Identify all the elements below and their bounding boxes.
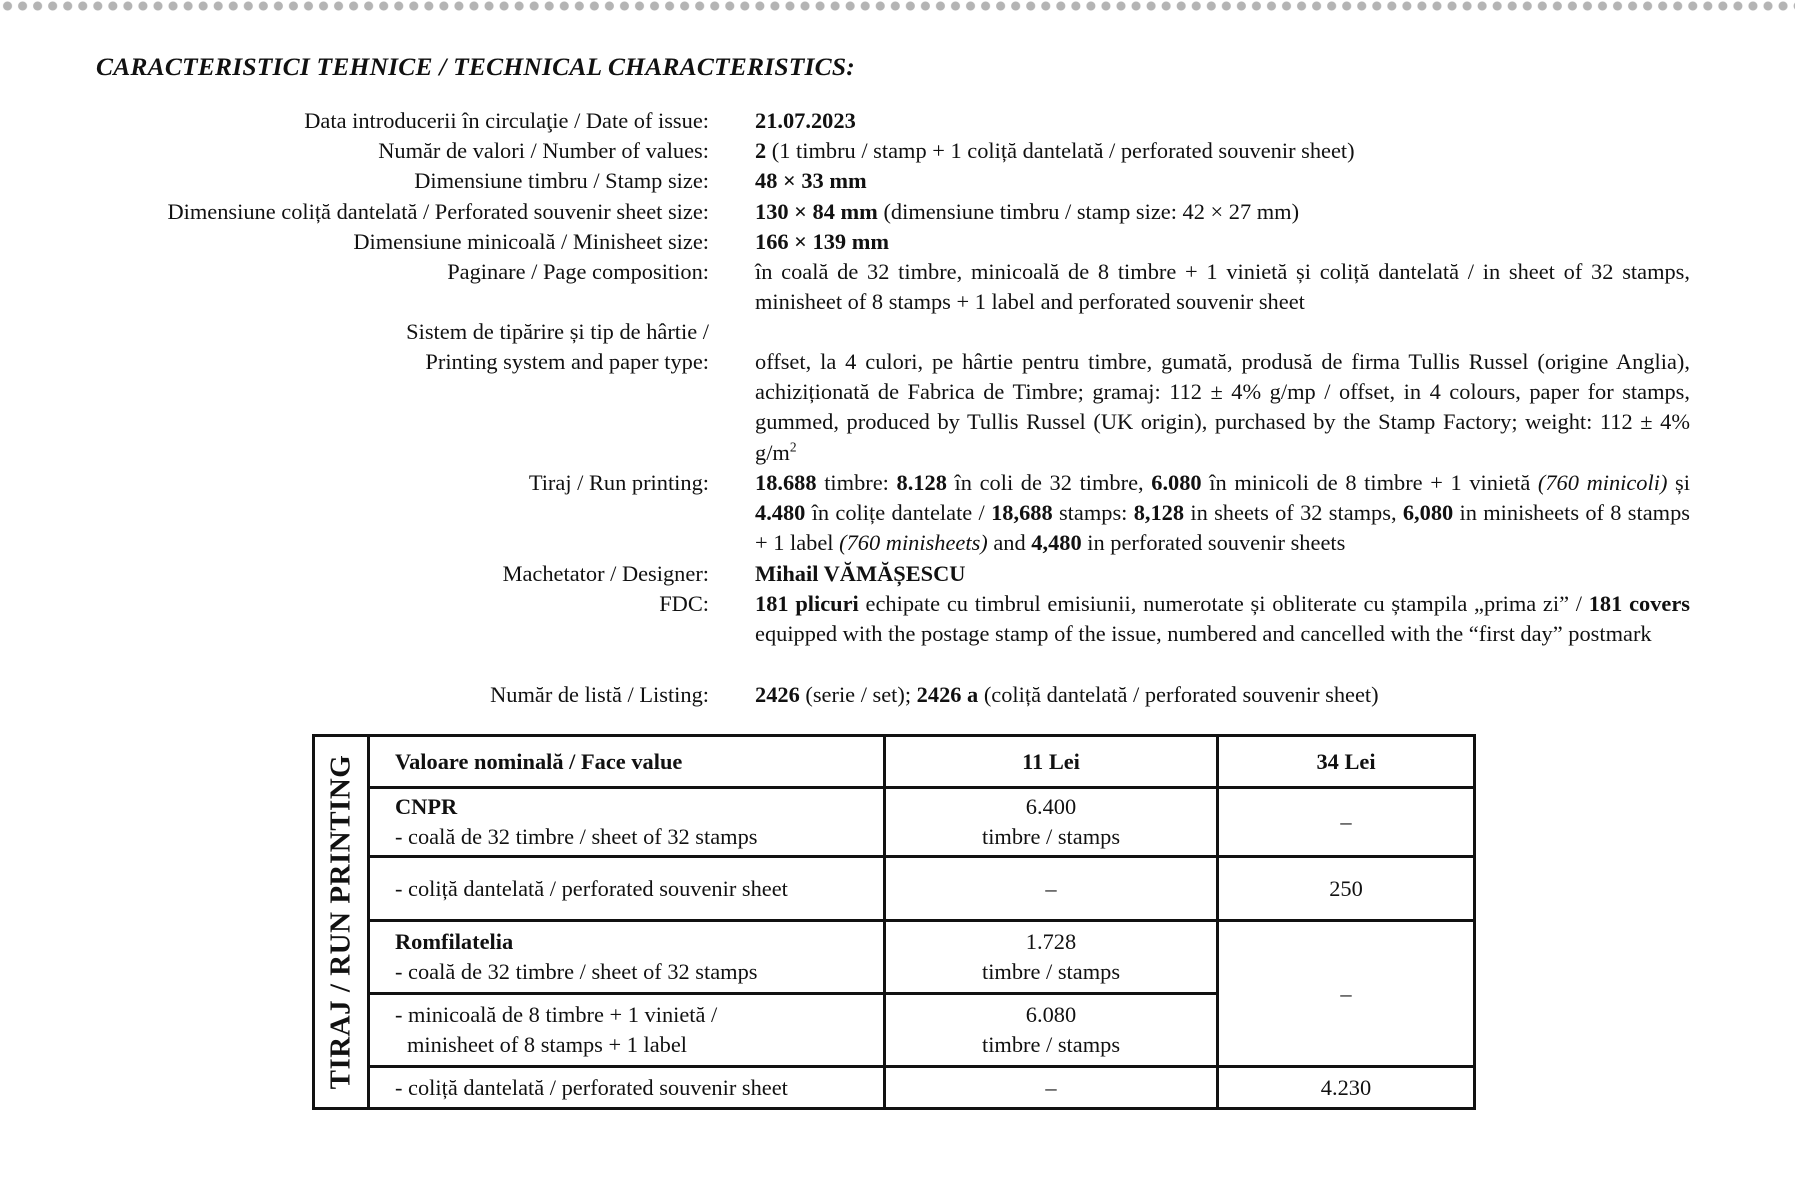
page-title: CARACTERISTICI TEHNICE / TECHNICAL CHARACTERISTICS: [96,52,855,81]
spec-value: offset, la 4 culori, pe hârtie pentru timbre, gumată, produsă de firma Tullis Russel (origine Anglia), achiziționată de Fabrica de Timbre; gramaj: 112 ± 4% g/mp / offset, in 4 colours, paper for stamps, gummed, produced by Tullis Russel (UK origin), purchased by the Stamp Factory; weight: 112 ± 4% $g/m^2$ [755,349,1690,465]
spec-value: 2 (1 timbru / stamp + 1 coliță dantelată / perforated souvenir sheet) [755,138,1355,164]
table-row-romfilatelia-sheet: Romfilatelia - coală de 32 timbre / sheet of 32 stamps [395,929,758,984]
table-cell: 6.400 timbre / stamps [981,794,1121,849]
table-cell: 4.230 [1320,1074,1372,1100]
spec-label: Dimensiune minicoală / Minisheet size: [353,228,709,254]
table-row-romfilatelia-minisheet: - minicoală de 8 timbre + 1 vinietă / minisheet of 8 stamps + 1 label [395,1002,718,1057]
spec-value: 181 plicuri echipate cu timbrul emisiunii, numerotate și obliterate cu ștampila „prima zi” / 181 covers equipped with the postage stamp of the issue, numbered and cancelled with the “first day” postmark [755,591,1690,647]
spec-label: Dimensiune coliță dantelată / Perforated souvenir sheet size: [167,198,709,224]
spec-value: 18.688 timbre: 8.128 în coli de 32 timbre, 6.080 în minicoli de 8 timbre + 1 vinietă (760 minicoli) și 4.480 în colițe dantelate / 18,688 stamps: 8,128 in sheets of 32 stamps, 6,080 in minisheets of 8 stamps + 1 label (760 minisheets) and 4,480 in perforated souvenir sheets [755,470,1690,556]
spec-value: 48 × 33 mm [755,168,867,194]
table-cell: 6.080 timbre / stamps [981,1002,1121,1057]
table-cell: – [1045,1074,1057,1100]
spec-label: Printing system and paper type: [425,349,709,375]
table-cell-merged: – [1340,980,1352,1006]
table-row-cnpr-souvenir: - coliță dantelată / perforated souvenir sheet [395,875,788,901]
header-11-lei: 11 Lei [1022,748,1080,774]
spec-row-printing [96,347,1690,468]
spec-row-minisheet-size [96,227,1690,257]
spec-label: Paginare / Page composition: [447,259,709,285]
spec-label: FDC: [659,591,709,617]
spec-row-stamp-size [96,166,1690,196]
spec-row-listing [96,680,1690,710]
spec-value: 166 × 139 mm [755,228,890,254]
spec-label: Data introducerii în circulaţie / Date of issue: [304,108,709,133]
header-34-lei: 34 Lei [1316,748,1376,774]
spec-value: 2426 (serie / set); 2426 a (coliță dantelată / perforated souvenir sheet) [755,682,1379,708]
spec-value: 21.07.2023 [755,108,856,133]
perforation-edge [0,0,1795,14]
spec-label: Număr de valori / Number of values: [378,138,709,164]
technical-specs [96,106,1690,710]
header-face-value: Valoare nominală / Face value [395,748,683,774]
run-printing-table [312,734,1476,1110]
spec-row-values [96,136,1690,166]
spec-row-date [96,106,1690,136]
table-row-cnpr-sheet: CNPR - coală de 32 timbre / sheet of 32 stamps [395,794,758,849]
spec-row-composition [96,257,1690,317]
spec-label: Tiraj / Run printing: [528,470,709,496]
spec-label: Număr de listă / Listing: [490,682,709,708]
table-cell: 1.728 timbre / stamps [981,929,1121,984]
spec-label: Dimensiune timbru / Stamp size: [414,168,709,194]
spec-row-fdc [96,589,1690,680]
table-cell: 250 [1329,875,1363,901]
spec-value: în coală de 32 timbre, minicoală de 8 timbre + 1 vinietă și coliță dantelată / in sheet of 32 stamps, minisheet of 8 stamps + 1 label and perforated souvenir sheet [755,259,1690,315]
spec-row-designer [96,559,1690,589]
table-cell: – [1045,875,1057,901]
spec-value: 130 × 84 mm (dimensiune timbru / stamp size: 42 × 27 mm) [755,198,1300,224]
table-cell: – [1340,809,1352,834]
spec-row-sheet-size [96,197,1690,227]
spec-row-printing-label [96,317,1690,347]
spec-value: Mihail VĂMĂȘESCU [755,561,966,587]
spec-row-run-printing [96,468,1690,559]
table-side-label: TIRAJ / RUN PRINTING [315,737,370,1107]
table-row-romfilatelia-souvenir: - coliță dantelată / perforated souvenir sheet [395,1074,788,1100]
spec-label: Machetator / Designer: [502,561,709,587]
spec-label: Sistem de tipărire și tip de hârtie / [406,319,709,345]
